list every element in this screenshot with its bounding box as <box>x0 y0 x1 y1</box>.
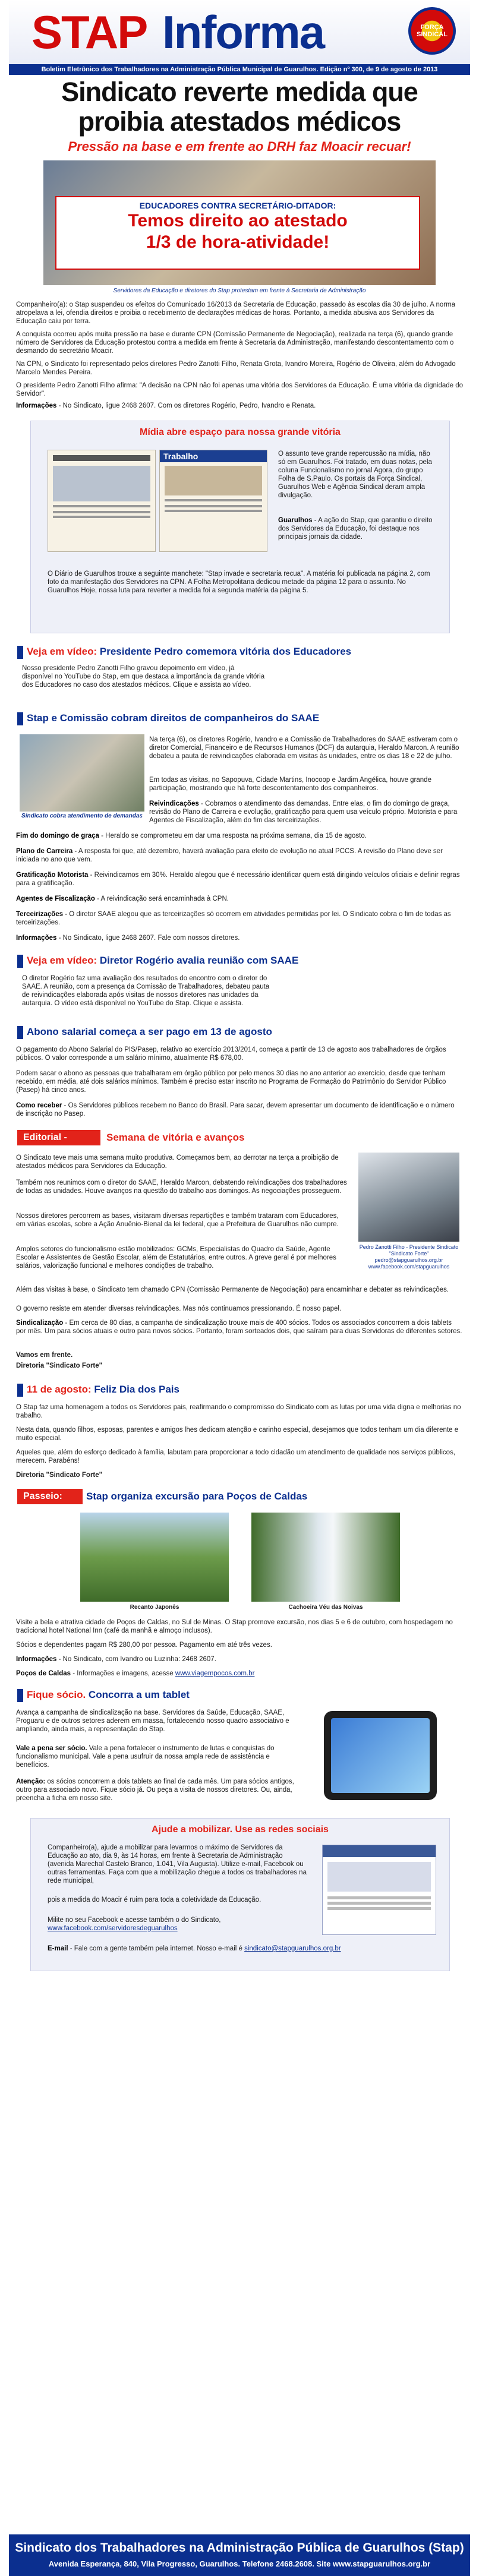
tablet-heading <box>17 1687 469 1703</box>
saae-item-text: - Reivindicamos em 30%. Heraldo alegou que é necessário identificar quem está dirigindo veículos oficiais e definir regras para a gratificação. <box>16 872 460 887</box>
abono-p3 <box>16 1101 463 1118</box>
editorial-signature: Diretoria "Sindicato Forte" <box>16 1362 103 1369</box>
abono-heading <box>17 1024 469 1040</box>
recanto-japones-caption: Recanto Japonês <box>130 1604 179 1611</box>
media-p2-label: Guarulhos <box>278 517 313 524</box>
editorial-paragraph: O governo resiste em atender diversas reivindicações. Mas nós continuamos pressionando. É nosso papel. <box>16 1305 342 1312</box>
media-box-title: Mídia abre espaço para nossa grande vitória <box>140 427 341 437</box>
logo-informa: Informa <box>162 6 324 58</box>
video2-tag: Veja em vídeo: <box>27 955 97 966</box>
saae-item-text: - Heraldo se comprometeu em dar uma resposta na próxima semana, dia 15 de agosto. <box>99 832 367 839</box>
editorial-paragraph: Nossos diretores percorrem as bases, visitaram diversas repartições e também trataram com Educadores, em várias escolas, sobre a Ação Anuênio-Bienal da lei federal, que a Prefeitura de Guarulhos não cumpre. <box>16 1213 339 1228</box>
editorial-sind-label: Sindicalização <box>16 1319 64 1327</box>
saae-item-label: Gratificação Motorista <box>16 872 89 879</box>
main-headline <box>9 77 470 137</box>
footer-line-2: Avenida Esperança, 840, Vila Progresso, Guarulhos. Telefone 2468.2608. Site www.stapguarulhos.org.br <box>48 2559 431 2568</box>
clipping-masthead: Trabalho <box>160 450 267 462</box>
tablet-p3-text: os sócios concorrem a dois tablets ao final de cada mês. Um para sócios antigos, outro para associado novo. Fique sócio já. Ou peça a visita de nossos diretores. Ou, ainda, preencha a ficha em nosso site. <box>16 1778 294 1802</box>
abono-p1: O pagamento do Abono Salarial do PIS/Pasep, relativo ao exercício 2013/2014, começa a partir de 13 de agosto aos trabalhadores de órgãos públicos. O valor corresponde a um salário mínimo, atualmente R$ 678,00. <box>16 1046 446 1062</box>
saae-p3 <box>149 800 463 825</box>
video1-heading[interactable] <box>17 644 469 659</box>
social-p1: Companheiro(a), ajude a mobilizar para levarmos o máximo de Servidores da Educação ao ato, dia 9, às 14 horas, em frente à Secretaria de Administração (avenida Marechal Castelo Branco, 1.041, Vila Augusta). Utilize e-mail, Facebook ou outras ferramentas. Faça com que a mobilização chegue a todos os trabalhadores na rede municipal, <box>48 1844 307 1884</box>
saae-title: Stap e Comissão cobram direitos de companheiros do SAAE <box>27 712 320 724</box>
social-p2: pois a medida do Moacir é ruim para toda a coletividade da Educação. <box>48 1896 261 1903</box>
saae-item <box>16 847 463 864</box>
editorial-sind-text: - Em cerca de 80 dias, a campanha de sindicalização trouxe mais de 400 sócios. Todos os associados concorrem a dois tablets por mês. Um para sócios atuais e outro para novos sócios. Portanto, foram sorteados dois, que saíram para duas Servidoras de diferentes setores. <box>16 1319 462 1335</box>
edition-line: Boletim Eletrônico dos Trabalhadores na Administração Pública Municipal de Guarulhos. Edição nº 300, de 9 de agosto de 2013 <box>9 64 470 75</box>
saae-p2: Em todas as visitas, no Sapopuva, Cidade Martins, Inocoop e Jardim Angélica, houve grande participação, mostrando que há forte descontentamento dos companheiros. <box>149 776 431 792</box>
email-link[interactable]: sindicato@stapguarulhos.org.br <box>244 1945 341 1952</box>
tablet-p2-label: Vale a pena ser sócio. <box>16 1745 87 1752</box>
tablet-device-icon <box>324 1711 437 1800</box>
saae-item-label: Informações <box>16 935 57 942</box>
viagem-pocos-link[interactable]: www.viagempocos.com.br <box>175 1670 255 1677</box>
saae-heading <box>17 711 469 726</box>
saae-photo <box>20 734 144 812</box>
video1-tag: Veja em vídeo: <box>27 646 97 657</box>
editorial-tag: Editorial - <box>17 1130 100 1145</box>
abono-marker-icon <box>17 1026 23 1039</box>
pais-title: Feliz Dia dos Pais <box>94 1384 179 1395</box>
headline-line-1: Sindicato reverte medida que <box>61 77 418 107</box>
intro-p1: Companheiro(a): o Stap suspendeu os efeitos do Comunicado 16/2013 da Secretaria de Educação, passado às escolas dia 30 de julho. A norma atropelava a lei, ofendia direitos e proibia o recebimento de declarações médicas de horas. Portanto, a medida abusiva aos Servidores da Educação caiu por terra. <box>16 301 456 325</box>
video1-text: Nosso presidente Pedro Zanotti Filho gravou depoimento em vídeo, já disponível no YouTube do Stap, em que destaca a importância da grande vitória dos Educadores no caso dos atestados médicos. Clique e assista ao vídeo. <box>22 665 265 689</box>
pais-heading <box>17 1382 469 1397</box>
saae-item <box>16 895 463 903</box>
editorial-paragraph: O Sindicato teve mais uma semana muito produtiva. Começamos bem, ao derrotar na terça a proibição de atestados médicos para Servidores da Educação. <box>16 1154 339 1170</box>
social-title: Ajude a mobilizar. Use as redes sociais <box>152 1824 329 1835</box>
intro-p5 <box>16 402 463 410</box>
protest-banner-line-3: 1/3 de hora-atividade! <box>146 232 330 252</box>
saae-item <box>16 934 463 942</box>
video2-marker-icon <box>17 955 23 968</box>
editorial-paragraph: Também nos reunimos com o diretor do SAAE, Heraldo Marcon, debatendo reivindicações dos trabalhadores de todas as unidades. Houve avanços na questão do trabalho aos domingos. As negociações prosseguem. <box>16 1179 347 1195</box>
saae-p3-label: Reivindicações <box>149 800 199 807</box>
intro-p2: A conquista ocorreu após muita pressão na base e durante CPN (Comissão Permanente de Negociação), realizada na terça (6), quando grande número de Servidores da Educação protestou contra a medida em frente à Secretaria da Administração, manifestando descontentamento com o desmando do secretário Moacir. <box>16 331 454 355</box>
pais-marker-icon <box>17 1384 23 1397</box>
pais-paragraph: O Stap faz uma homenagem a todos os Servidores pais, reafirmando o compromisso do Sindicato com as lutas por uma vida digna e melhorias no trabalho. <box>16 1404 461 1419</box>
editorial-sindicalizacao <box>16 1319 463 1336</box>
passeio-p3 <box>16 1655 463 1663</box>
saae-marker-icon <box>17 712 23 725</box>
intro-p5-text: - No Sindicato, ligue 2468 2607. Com os diretores Rogério, Pedro, Ivandro e Renata. <box>56 402 316 409</box>
facebook-link[interactable]: www.facebook.com/servidoresdeguarulhos <box>48 1925 178 1932</box>
seal-text: FORÇA SINDICAL <box>417 24 448 38</box>
saae-item-text: - No Sindicato, ligue 2468 2607. Fale com nossos diretores. <box>56 935 240 942</box>
saae-item-text: - A resposta foi que, até dezembro, haverá avaliação para efeito de evolução no atual PCCS. A revisão do Plano deve ser iniciada no ano que vem. <box>16 848 443 863</box>
abono-p3-text: - Os Servidores públicos recebem no Banco do Brasil. Para sacar, devem apresentar um documento de identificação e o número de inscrição no Pasep. <box>16 1102 455 1117</box>
tablet-p1: Avança a campanha de sindicalização na base. Servidores da Saúde, Educação, SAAE, Proguaru e de outros setores aderem em massa, fortalecendo nosso quadro associativo e ampliando, ainda mais, a representação do Stap. <box>16 1709 289 1733</box>
pais-signature: Diretoria "Sindicato Forte" <box>16 1472 103 1479</box>
pais-tag: 11 de agosto: <box>27 1384 92 1395</box>
intro-p5-label: Informações <box>16 402 57 409</box>
intro-p4: O presidente Pedro Zanotti Filho afirma: "A decisão na CPN não foi apenas uma vitória dos Servidores da Educação. É uma vitória da dignidade do Servidor". <box>16 382 464 397</box>
newspaper-clipping-2 <box>159 450 267 552</box>
media-p2 <box>278 516 439 541</box>
video1-marker-icon <box>17 646 23 659</box>
tablet-tag: Fique sócio. <box>27 1689 86 1700</box>
subheadline: Pressão na base e em frente ao DRH faz Moacir recuar! <box>68 139 411 154</box>
passeio-p4-label: Poços de Caldas <box>16 1670 71 1677</box>
pais-paragraph: Nesta data, quando filhos, esposas, parentes e amigos lhes dedicam atenção e carinho especial, desejamos que todos tenham um dia diferente e muito especial. <box>16 1426 459 1442</box>
protest-banner <box>55 196 420 270</box>
headline-line-2: proibia atestados médicos <box>78 106 401 137</box>
saae-item-text: - O diretor SAAE alegou que as terceirizações só ocorrem em atividades permitidas por lei. O Sindicato cobra o fim de todas as terceirizações. <box>16 911 451 926</box>
president-photo-caption: Pedro Zanotti Filho - Presidente Sindicato "Sindicato Forte" pedro@stapguarulhos.org.br www.facebook.com/stapguarulhos <box>359 1244 459 1270</box>
footer-line-1: Sindicato dos Trabalhadores na Administração Pública de Guarulhos (Stap) <box>15 2541 464 2555</box>
tablet-p2-text: Vale a pena fortalecer o instrumento de lutas e conquistas do funcionalismo municipal. Vale a pena usufruir da nossa ampla rede de assistência e benefícios. <box>16 1745 275 1769</box>
editorial-closing: Vamos em frente. <box>16 1352 73 1359</box>
social-p3 <box>48 1916 309 1933</box>
saae-item-label: Plano de Carreira <box>16 848 73 855</box>
passeio-p3-label: Informações <box>16 1656 57 1663</box>
abono-p3-label: Como receber <box>16 1102 62 1109</box>
facebook-page-screenshot <box>322 1845 436 1935</box>
tablet-p3-label: Atenção: <box>16 1778 46 1785</box>
media-box <box>30 421 450 633</box>
passeio-tag: Passeio: <box>17 1489 83 1504</box>
passeio-p4 <box>16 1669 463 1678</box>
saae-item-label: Terceirizações <box>16 911 64 918</box>
saae-item <box>16 910 463 927</box>
social-email-label: E-mail <box>48 1945 68 1952</box>
abono-title: Abono salarial começa a ser pago em 13 de agosto <box>27 1026 272 1037</box>
editorial-title: Semana de vitória e avanços <box>106 1132 245 1143</box>
cachoeira-photo <box>251 1513 400 1602</box>
president-photo <box>358 1153 459 1242</box>
logo-stap: STAP <box>31 6 147 58</box>
video1-title: Presidente Pedro comemora vitória dos Educadores <box>99 646 352 657</box>
media-p1: O assunto teve grande repercussão na mídia, não só em Guarulhos. Foi tratado, em duas notas, pela coluna Funcionalismo no jornal Agora, do grupo Folha de S.Paulo. Os portais da Força Sindical, Guarulhos Web e Agência Sindical deram ampla divulgação. <box>278 450 432 499</box>
saae-p1: Na terça (6), os diretores Rogério, Ivandro e a Comissão de Trabalhadores do SAAE estiveram com o diretor Comercial, Financeiro e de Recursos Humanos (DCF) da autarquia, Heraldo Marcon. A reunião debateu a pauta de reivindicações elaborada em visitas às unidades, entre os dias 18 e 22 de julho. <box>149 736 459 760</box>
passeio-p3-text: - No Sindicato, com Ivandro ou Luzinha: 2468 2607. <box>56 1656 216 1663</box>
pais-paragraph: Aqueles que, além do esforço dedicado à família, labutam para proporcionar a todo cidadão um atendimento de qualidade nos serviços públicos, merecem. Parabéns! <box>16 1449 456 1464</box>
masthead <box>9 0 470 64</box>
hero-photo <box>43 160 436 285</box>
social-email-text: - Fale com a gente também pela internet. Nosso e-mail é <box>68 1945 245 1952</box>
editorial-paragraph: Amplos setores do funcionalismo estão mobilizados: GCMs, Especialistas do Quadro da Saúde, Agente Escolar e Assistentes de Gestão Escolar, além de Estatutários, entre outros. A greve geral é por melhores salários, valorização funcional e melhores condições de trabalho. <box>16 1246 336 1270</box>
saae-item-label: Agentes de Fiscalização <box>16 895 95 902</box>
video2-heading[interactable] <box>17 953 469 968</box>
cachoeira-caption: Cachoeira Véu das Noivas <box>288 1604 363 1611</box>
newspaper-clipping-1 <box>48 450 156 552</box>
footer <box>9 2534 470 2576</box>
hero-caption: Servidores da Educação e diretores do Stap protestam em frente à Secretaria de Administração <box>113 288 366 294</box>
passeio-title: Stap organiza excursão para Poços de Caldas <box>86 1491 308 1502</box>
social-box <box>30 1818 450 1971</box>
tablet-p3 <box>16 1778 301 1802</box>
tablet-title: Concorra a um tablet <box>88 1689 190 1700</box>
passeio-p4-text: - Informações e imagens, acesse <box>71 1670 175 1677</box>
social-p3-text: Milite no seu Facebook e acesse também o do Sindicato, <box>48 1917 221 1924</box>
media-p2-text: - A ação do Stap, que garantiu o direito dos Servidores da Educação, foi destaque nos principais jornais da cidade. <box>278 517 433 541</box>
media-p3: O Diário de Guarulhos trouxe a seguinte manchete: "Stap invade e secretaria recua". A matéria foi publicada na página 2, com foto da manifestação dos Servidores na CPN. A Folha Metropolitana dedicou metade da página 12 para o assunto. No Guarulhos Hoje, nossa luta para reverter a medida foi a segunda matéria da página 5. <box>48 570 430 594</box>
protest-banner-line-1: EDUCADORES CONTRA SECRETÁRIO-DITADOR: <box>139 201 336 210</box>
saae-p3-text: - Cobramos o atendimento das demandas. Entre elas, o fim do domingo de graça, revisão do Plano de Carreira e evolução, gratificação para quem usa veículo próprio. Motorista e para Agentes de Fiscalização, além do fim das terceirizações. <box>149 800 458 824</box>
saae-item <box>16 832 463 840</box>
abono-p2: Podem sacar o abono as pessoas que trabalharam em órgão público por pelo menos 30 dias no ano anterior ao exercício, desde que tenham recebido, em média, até dois salários mínimos. Também é preciso estar inscrito no Programa de Formação do Patrimônio do Servidor Público (Pasep) há cinco anos. <box>16 1070 446 1094</box>
saae-item-label: Fim do domingo de graça <box>16 832 99 839</box>
recanto-japones-photo <box>80 1513 229 1602</box>
saae-caption: Sindicato cobra atendimento de demandas <box>21 813 143 819</box>
tablet-marker-icon <box>17 1689 23 1702</box>
saae-item-text: - A reivindicação será encaminhada à CPN. <box>94 895 229 902</box>
forca-sindical-seal-icon <box>408 7 456 55</box>
editorial-paragraph: Além das visitas à base, o Sindicato tem chamado CPN (Comissão Permanente de Negociação) para encaminhar e debater as reivindicações. <box>16 1286 449 1293</box>
passeio-p2: Sócios e dependentes pagam R$ 280,00 por pessoa. Pagamento em até três vezes. <box>16 1641 272 1649</box>
tablet-p2 <box>16 1744 301 1769</box>
protest-banner-line-2: Temos direito ao atestado <box>128 211 348 231</box>
saae-item <box>16 871 463 888</box>
social-email <box>48 1944 440 1953</box>
newsletter <box>9 0 470 2576</box>
intro-p3: Na CPN, o Sindicato foi representado pelos diretores Pedro Zanotti Filho, Renata Grota, Ivandro Moreira, Rogério de Oliveira, além do Advogado Marcelo Mendes Pereira. <box>16 361 456 376</box>
video2-text: O diretor Rogério faz uma avaliação dos resultados do encontro com o diretor do SAAE. A reunião, com a presença da Comissão de Trabalhadores, debateu pauta de reivindicações elaborada após visitas de nossos diretores nas unidades da autarquia. O vídeo está disponível no YouTube do Stap. Clique e assista. <box>22 975 270 1007</box>
passeio-p1: Visite a bela e atrativa cidade de Poços de Caldas, no Sul de Minas. O Stap promove excursão, nos dias 5 e 6 de outubro, com hospedagem no tradicional hotel National Inn (café da manhã e almoço inclusos). <box>16 1619 453 1634</box>
video2-title: Diretor Rogério avalia reunião com SAAE <box>99 955 299 966</box>
